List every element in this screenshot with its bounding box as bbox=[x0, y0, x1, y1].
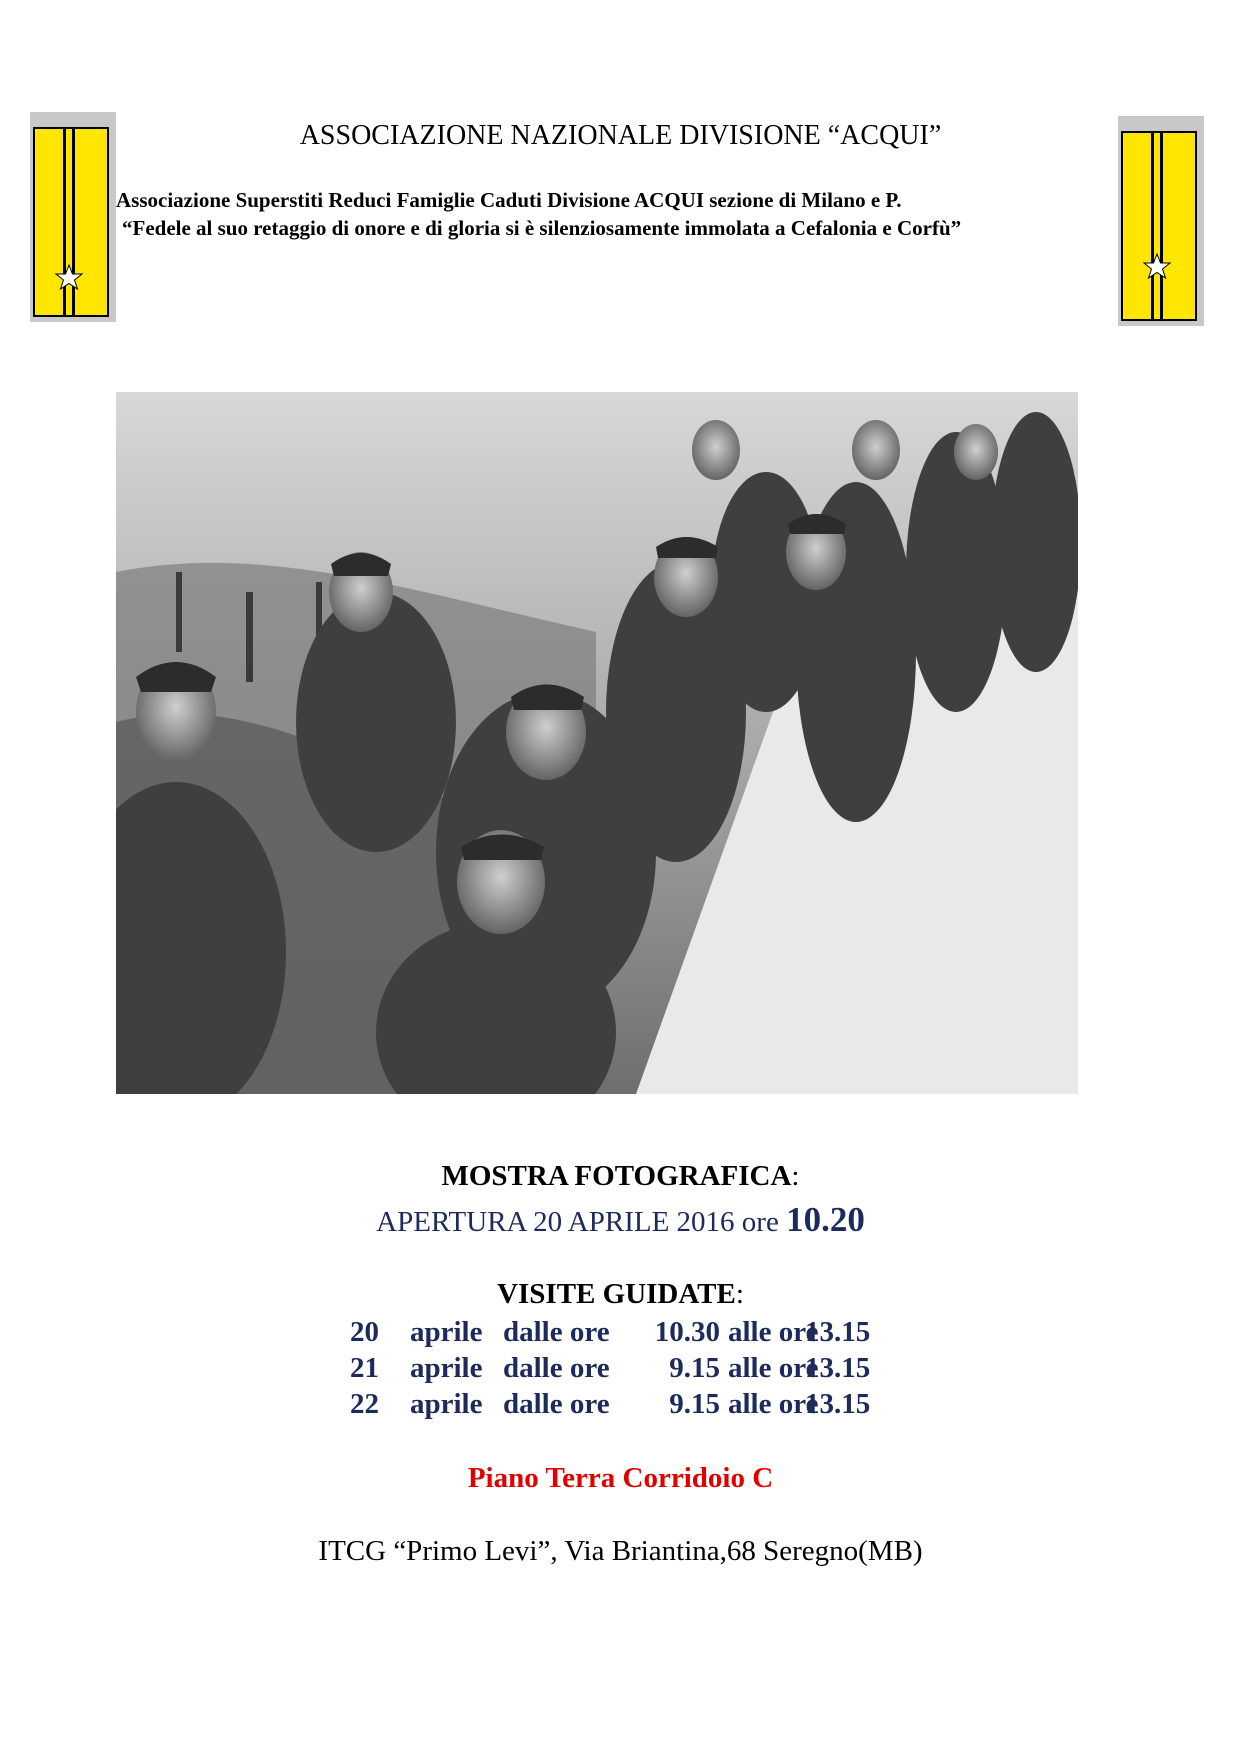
photo-soldiers-marching-icon bbox=[116, 392, 1078, 1094]
tour-day: 22 bbox=[350, 1388, 379, 1420]
tours-heading-text: VISITE GUIDATE bbox=[497, 1278, 736, 1310]
association-subtitle: Associazione Superstiti Reduci Famiglie Caduti Divisione ACQUI sezione di Milano e P. bbox=[116, 188, 902, 212]
tour-to-label: alle ore bbox=[728, 1388, 819, 1420]
exhibition-heading-text: MOSTRA FOTOGRAFICA bbox=[441, 1160, 792, 1192]
tour-to-label: alle ore bbox=[728, 1316, 819, 1348]
opening-time: 10.20 bbox=[786, 1200, 865, 1239]
tours-heading bbox=[0, 1278, 1241, 1311]
tour-month: aprile bbox=[410, 1316, 483, 1348]
tour-from-label: dalle ore bbox=[503, 1316, 610, 1348]
tour-from-label: dalle ore bbox=[503, 1388, 610, 1420]
tour-month: aprile bbox=[410, 1352, 483, 1384]
exhibition-heading-colon: : bbox=[791, 1160, 800, 1192]
tour-day: 20 bbox=[350, 1316, 379, 1348]
school-address: ITCG “Primo Levi”, Via Briantina,68 Seregno(MB) bbox=[318, 1535, 923, 1567]
tour-to-label: alle ore bbox=[728, 1352, 819, 1384]
tours-heading-colon: : bbox=[735, 1278, 744, 1310]
tour-end-time: 13.15 bbox=[805, 1316, 871, 1348]
exhibition-heading bbox=[0, 1160, 1241, 1193]
opening-label: APERTURA 20 APRILE 2016 ore bbox=[376, 1206, 787, 1238]
association-title: ASSOCIAZIONE NAZIONALE DIVISIONE “ACQUI” bbox=[299, 120, 942, 151]
soldiers-photo bbox=[116, 392, 1078, 1094]
tour-day: 21 bbox=[350, 1352, 379, 1384]
tour-from-label: dalle ore bbox=[503, 1352, 610, 1384]
opening-line bbox=[0, 1200, 1241, 1240]
tour-end-time: 13.15 bbox=[805, 1352, 871, 1384]
association-motto: “Fedele al suo retaggio di onore e di gloria si è silenziosamente immolata a Cefalonia e Corfù” bbox=[122, 216, 962, 240]
tour-start-time: 10.30 bbox=[654, 1316, 720, 1348]
tour-start-time: 9.15 bbox=[669, 1352, 720, 1384]
exhibition-location: Piano Terra Corridoio C bbox=[467, 1462, 774, 1494]
tour-start-time: 9.15 bbox=[669, 1388, 720, 1420]
tour-end-time: 13.15 bbox=[805, 1388, 871, 1420]
tour-month: aprile bbox=[410, 1388, 483, 1420]
